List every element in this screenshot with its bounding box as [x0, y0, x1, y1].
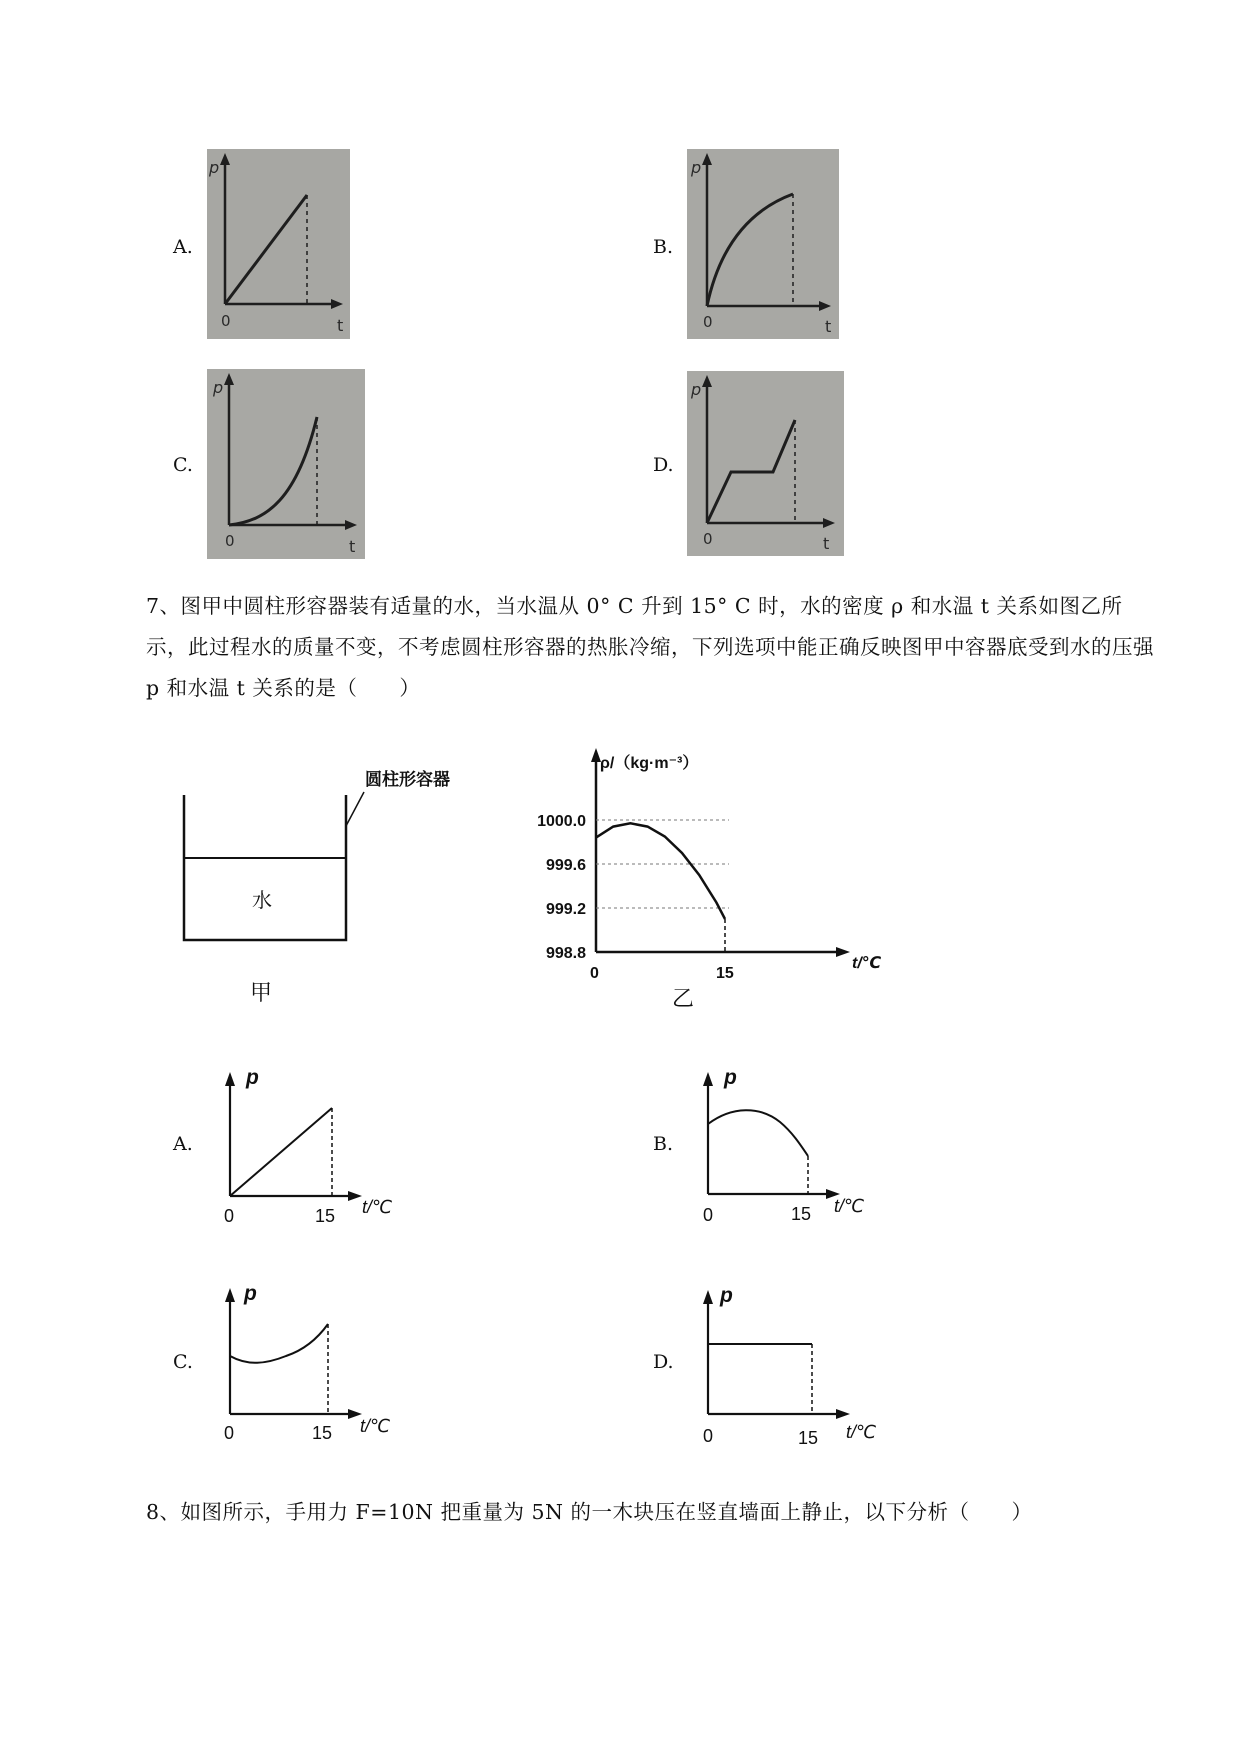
axis-label-p: p: [246, 1066, 259, 1089]
q6-option-c-graph: [207, 369, 365, 559]
axis-label-t: t: [825, 317, 832, 336]
axis-label-p: p: [724, 1066, 737, 1089]
axis-label-p: p: [691, 158, 702, 177]
q7-option-b-label: B.: [653, 1133, 674, 1155]
axis-label-p: p: [691, 380, 702, 399]
x-tick-label: 0: [590, 965, 599, 982]
figure-jia-caption: 甲: [250, 980, 273, 1005]
figure-jia: [170, 755, 500, 1015]
axis-label-t: t/℃: [834, 1196, 865, 1216]
q6-option-b-graph: [687, 149, 839, 339]
origin-label: 0: [703, 1205, 714, 1225]
origin-label: 0: [221, 312, 231, 330]
q7-option-d-label: D.: [653, 1351, 674, 1373]
tick-15: 15: [798, 1428, 819, 1447]
tick-15: 15: [315, 1206, 336, 1226]
q7-option-b-graph: [692, 1064, 892, 1229]
axis-label-p: p: [244, 1282, 257, 1305]
y-axis-title: ρ/（kg·m⁻³）: [600, 755, 699, 772]
q7-option-c-graph: [214, 1280, 414, 1445]
origin-label: 0: [703, 313, 713, 331]
figure-yi-chart: [520, 744, 890, 1014]
origin-label: 0: [225, 532, 235, 550]
axis-label-p: p: [720, 1284, 733, 1307]
axis-label-t: t/℃: [362, 1197, 393, 1217]
axis-label-t: t/℃: [846, 1422, 877, 1442]
q7-option-c-label: C.: [173, 1351, 193, 1373]
y-tick-label: 999.2: [545, 901, 586, 918]
q6-option-d-label: D.: [653, 454, 674, 476]
q6-option-d-graph: [687, 371, 844, 556]
axis-label-p: p: [213, 378, 224, 397]
q6-option-a-label: A.: [173, 236, 193, 258]
q6-option-c-label: C.: [173, 454, 193, 476]
q7-option-a-graph: [214, 1064, 414, 1229]
question-7-text: 7、图甲中圆柱形容器装有适量的水，当水温从 0° C 升到 15° C 时，水的密度 ρ 和水温 t 关系如图乙所示，此过程水的质量不变，不考虑圆柱形容器的热胀冷缩，下列选项中能正确反映图甲中容器底受到水的压强 p 和水温 t 关系的是（ ）: [146, 594, 1154, 700]
container-label: 圆柱形容器: [365, 770, 450, 789]
q6-option-a-graph: [207, 149, 350, 339]
axis-label-t: t: [349, 537, 356, 556]
tick-15: 15: [791, 1204, 812, 1224]
question-8-text: 8、如图所示，手用力 F=10N 把重量为 5N 的一木块压在竖直墙面上静止，以下分析（ ）: [146, 1500, 1033, 1524]
density-curve: [596, 823, 725, 919]
q6-option-b-label: B.: [653, 236, 674, 258]
q7-option-d-graph: [692, 1282, 902, 1447]
y-tick-label: 998.8: [545, 945, 586, 962]
axis-label-t: t/℃: [360, 1416, 391, 1436]
origin-label: 0: [224, 1206, 235, 1226]
origin-label: 0: [224, 1423, 235, 1443]
tick-15: 15: [312, 1423, 333, 1443]
axis-label-p: p: [209, 158, 220, 177]
q7-option-a-label: A.: [173, 1133, 193, 1155]
y-tick-label: 999.6: [545, 857, 586, 874]
origin-label: 0: [703, 530, 713, 548]
x-axis-title: t/℃: [852, 955, 882, 972]
y-tick-label: 1000.0: [537, 813, 586, 830]
water-label: 水: [252, 890, 272, 912]
axis-label-t: t: [337, 316, 344, 335]
figure-yi-caption: 乙: [672, 986, 695, 1011]
origin-label: 0: [703, 1426, 714, 1446]
axis-label-t: t: [823, 534, 830, 553]
x-tick-label: 15: [716, 965, 734, 982]
